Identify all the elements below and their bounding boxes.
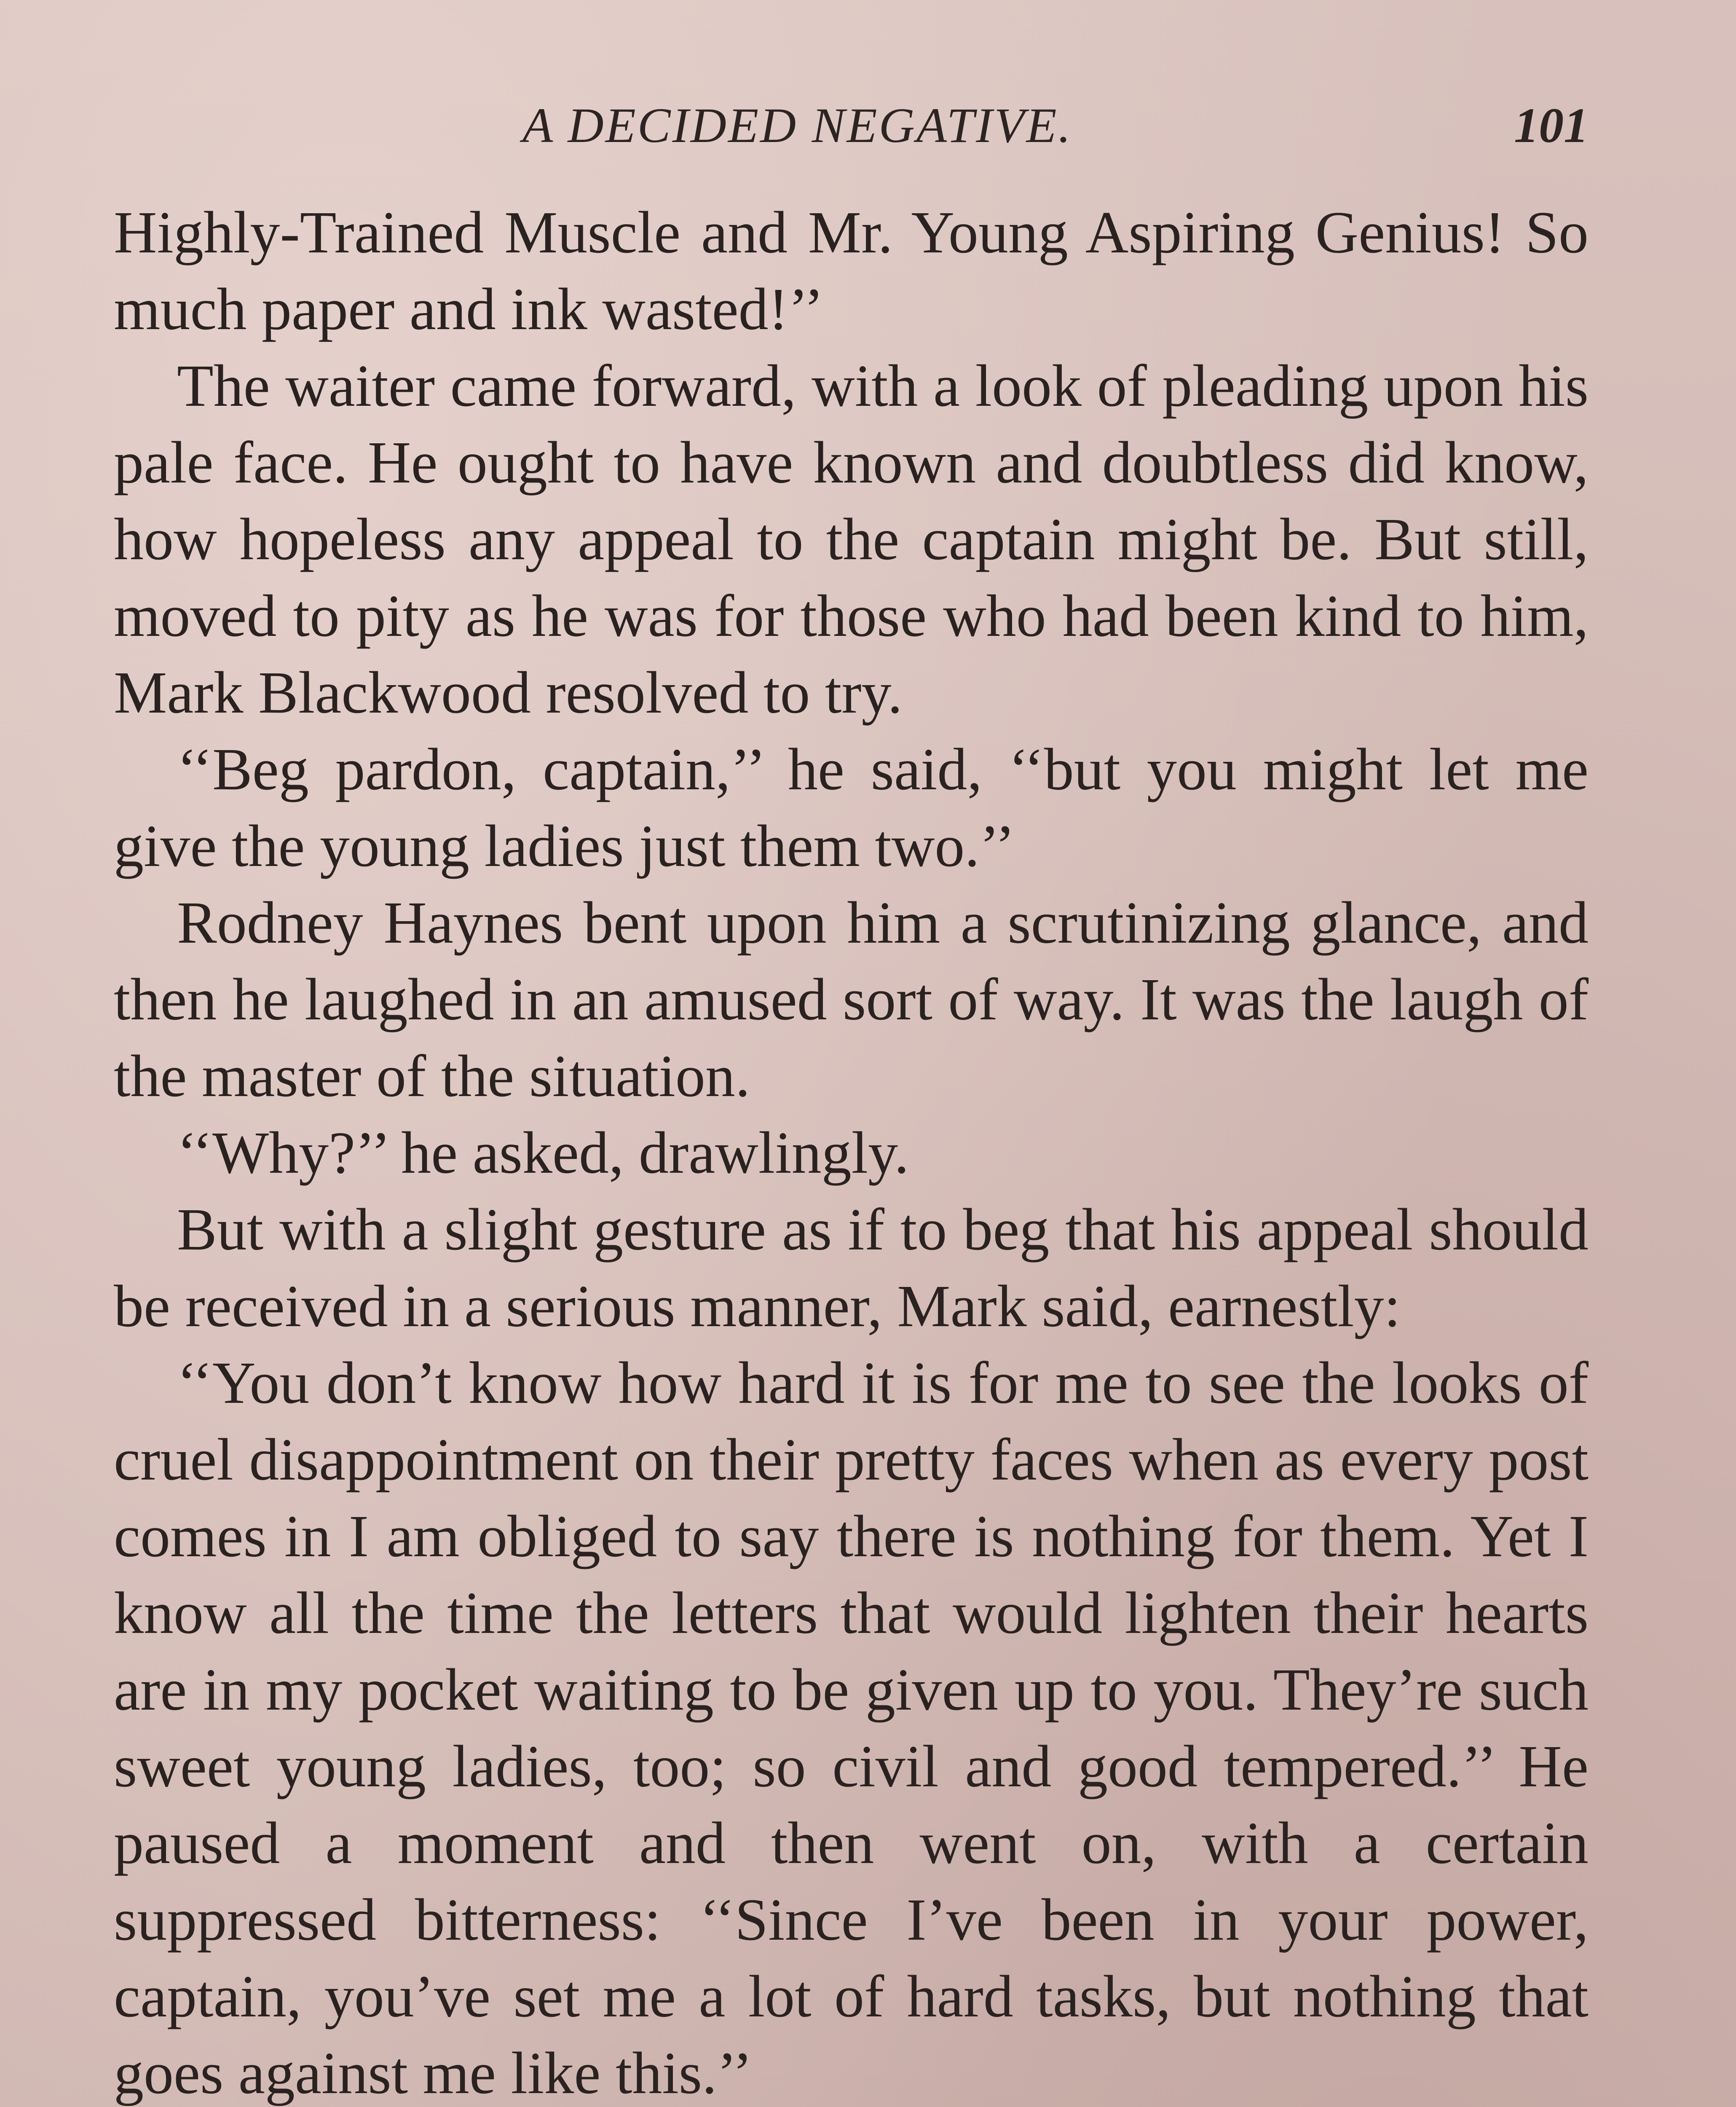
page-number: 101 <box>1514 98 1589 153</box>
paragraph-1: Highly-Trained Muscle and Mr. Young Aspiring Genius! So much paper and ink wasted!’’ <box>114 199 1589 342</box>
body-text <box>114 194 1589 2107</box>
paragraph-5: ‘‘Why?’’ he asked, drawlingly. <box>177 1119 909 1186</box>
running-head <box>114 97 1589 160</box>
paragraph-2: The waiter came forward, with a look of pleading upon his pale face. He ought to have known and doubtless did know, how hopeless any appeal to the captain might be. But still, moved to pity as he was for those who had been kind to him, Mark Blackwood resolved to try. <box>114 352 1589 726</box>
paragraph-4: Rodney Haynes bent upon him a scrutinizing glance, and then he laughed in an amused sort of way. It was the laugh of the master of the situation. <box>114 889 1589 1109</box>
paragraph-6: But with a slight gesture as if to beg that his appeal should be received in a serious manner, Mark said, earnestly: <box>114 1196 1589 1339</box>
running-title: A DECIDED NEGATIVE. <box>522 98 1073 153</box>
paragraph-7: ‘‘You don’t know how hard it is for me to see the looks of cruel disappointment on their pretty faces when as every post comes in I am obliged to say there is nothing for them. Yet I know all the time the letters that would lighten their hearts are in my pocket waiting to be given up to you. They’re such sweet young ladies, too; so civil and good tempered.’’ He paused a moment and then went on, with a certain suppressed bitterness: ‘‘Since I’ve been in your power, captain, you’ve set me a lot of hard tasks, but nothing that goes against me like this.’’ <box>114 1349 1589 2106</box>
paragraph-3: ‘‘Beg pardon, captain,’’ he said, ‘‘but you might let me give the young ladies just them two.’’ <box>114 736 1589 879</box>
